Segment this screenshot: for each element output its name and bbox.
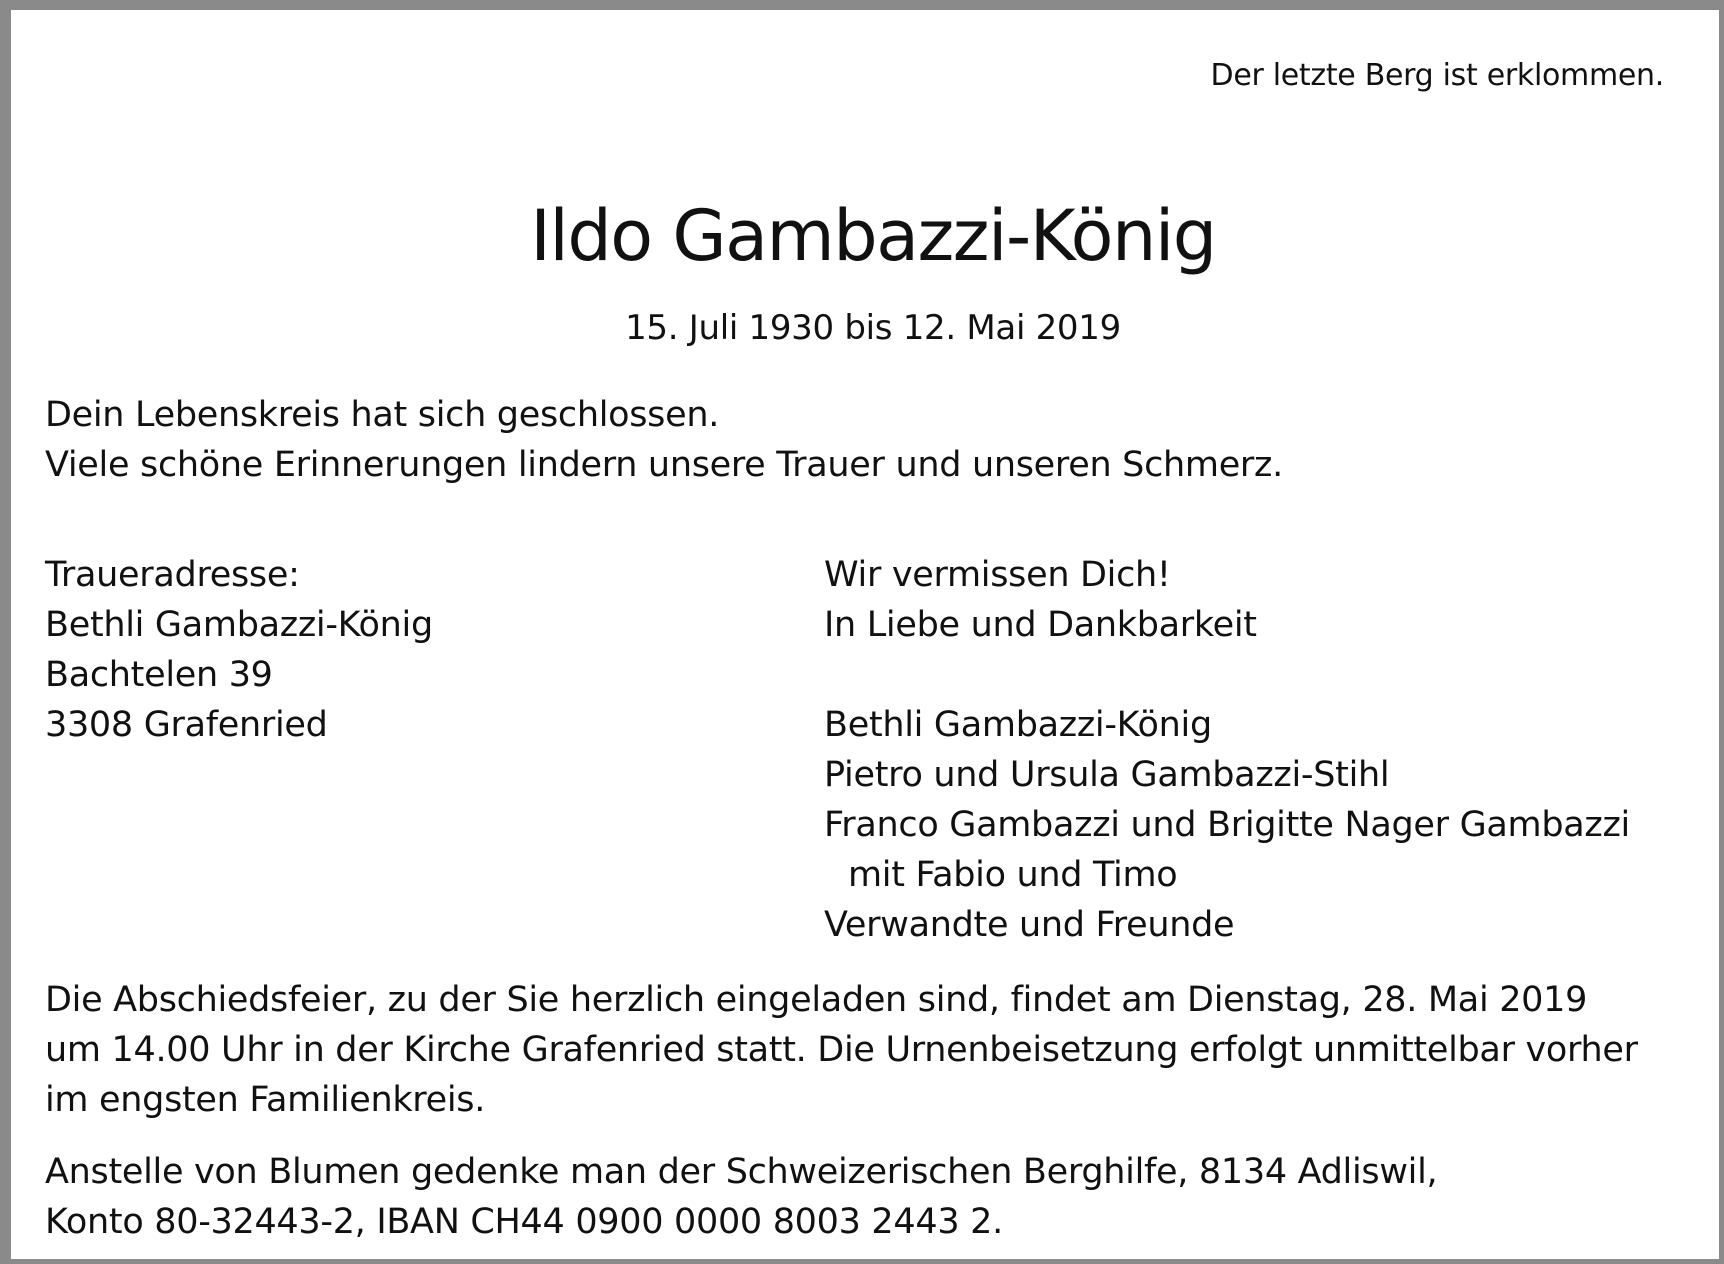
life-dates: 15. Juli 1930 bis 12. Mai 2019 <box>625 308 1121 348</box>
ceremony-line: im engsten Familienkreis. <box>45 1080 486 1120</box>
donation-info <box>45 1147 1437 1247</box>
donation-line: Konto 80-32443-2, IBAN CH44 0900 0000 8003 2443 2. <box>45 1202 1003 1242</box>
mourner-name: Pietro und Ursula Gambazzi-Stihl <box>824 755 1390 795</box>
mourner-name: mit Fabio und Timo <box>848 855 1178 895</box>
spacer <box>824 650 1630 700</box>
mourner-name: Franco Gambazzi und Brigitte Nager Gambazzi <box>824 805 1630 845</box>
mourner-name: Verwandte und Freunde <box>824 905 1235 945</box>
deceased-name: Ildo Gambazzi-König <box>530 195 1216 277</box>
intro-line: Dein Lebenskreis hat sich geschlossen. <box>45 395 720 435</box>
intro-text <box>45 390 1283 490</box>
address-street: Bachtelen 39 <box>45 655 273 695</box>
donation-line: Anstelle von Blumen gedenke man der Schweizerischen Berghilfe, 8134 Adliswil, <box>45 1152 1438 1192</box>
motto: Der letzte Berg ist erklommen. <box>1210 58 1664 93</box>
mourning-address <box>45 550 433 750</box>
address-label: Traueradresse: <box>45 555 300 595</box>
address-name: Bethli Gambazzi-König <box>45 605 433 645</box>
ceremony-info <box>45 975 1638 1125</box>
mourners-block <box>824 550 1630 950</box>
mourners-greeting: Wir vermissen Dich! <box>824 555 1171 595</box>
mourner-name: Bethli Gambazzi-König <box>824 705 1212 745</box>
ceremony-line: um 14.00 Uhr in der Kirche Grafenried statt. Die Urnenbeisetzung erfolgt unmittelbar vorher <box>45 1030 1638 1070</box>
mourners-closing: In Liebe und Dankbarkeit <box>824 605 1257 645</box>
address-city: 3308 Grafenried <box>45 705 328 745</box>
intro-line: Viele schöne Erinnerungen lindern unsere Trauer und unseren Schmerz. <box>45 445 1283 485</box>
ceremony-line: Die Abschiedsfeier, zu der Sie herzlich eingeladen sind, findet am Dienstag, 28. Mai 2019 <box>45 980 1588 1020</box>
